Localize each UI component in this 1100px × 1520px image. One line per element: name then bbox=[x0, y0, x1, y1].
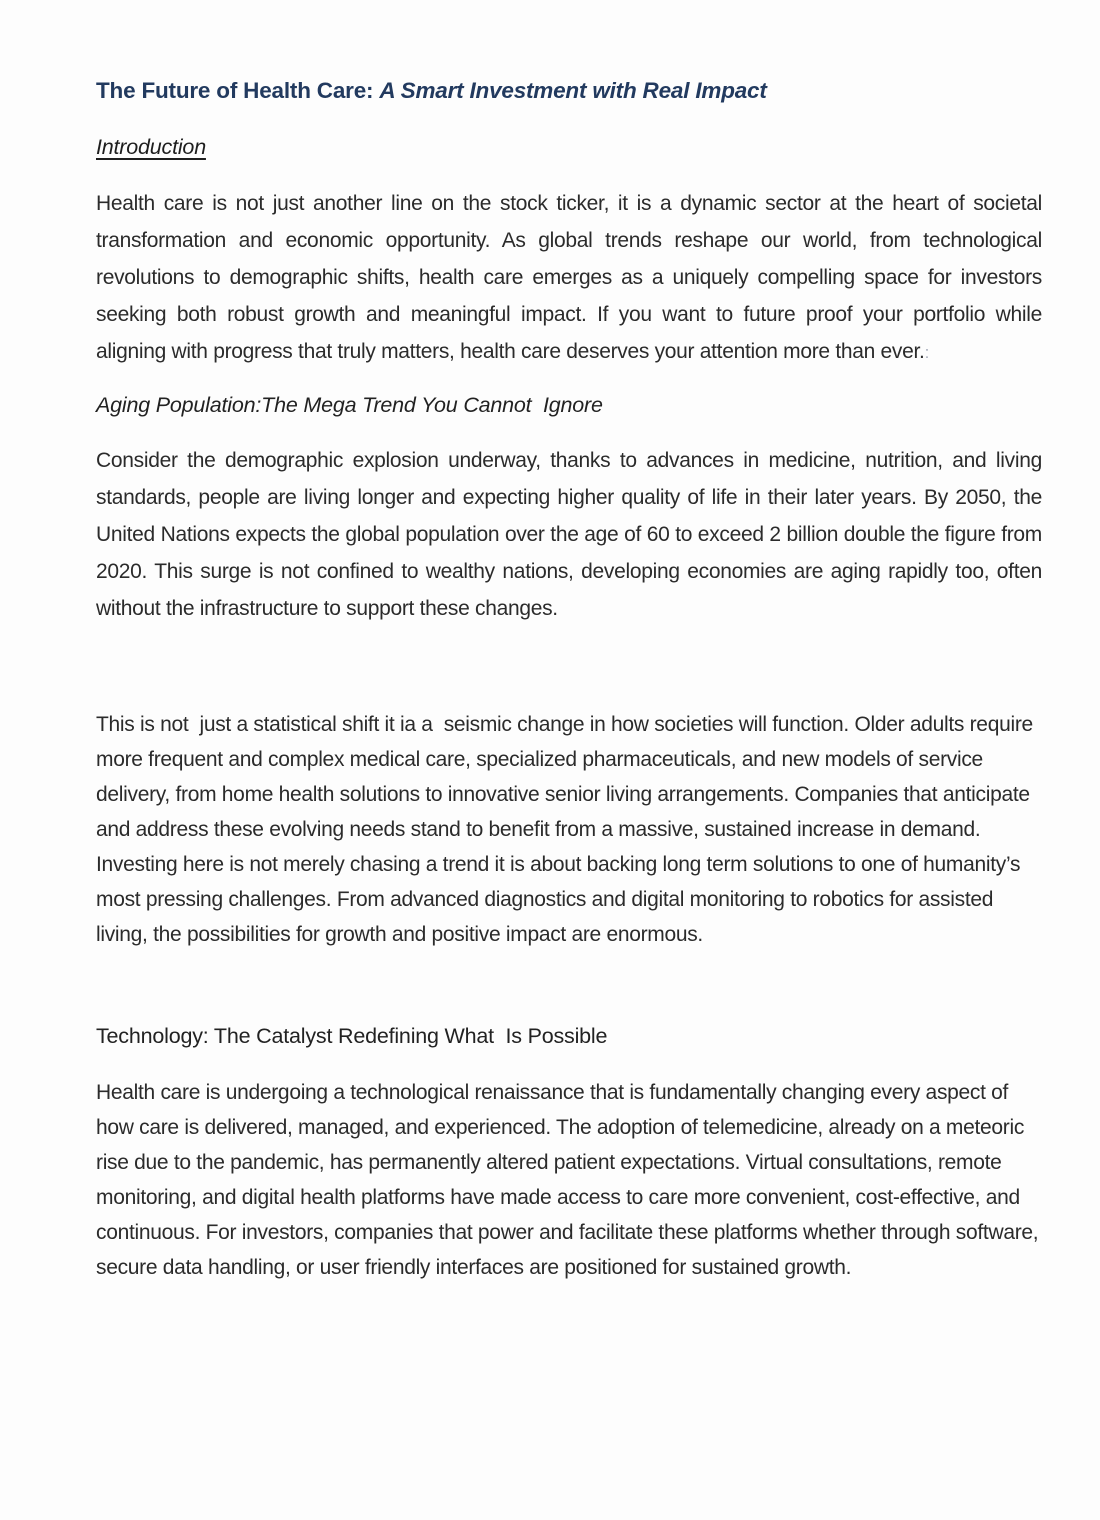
title-bold-segment: The Future of Health Care: bbox=[96, 78, 374, 103]
heading-aging-population: Aging Population:The Mega Trend You Cannot Ignore bbox=[96, 393, 603, 417]
document-title bbox=[96, 78, 1042, 104]
aging-paragraph-2: This is not just a statistical shift it ia a seismic change in how societies will function. Older adults require more frequent and complex medical care, specialized pharmaceuticals, and new models of service delivery, from home health solutions to innovative senior living arrangements. Companies that anticipate and address these evolving needs stand to benefit from a massive, sustained increase in demand. Investing here is not merely chasing a trend it is about backing long term solutions to one of humanity’s most pressing challenges. From advanced diagnostics and digital monitoring to robotics for assisted living, the possibilities for growth and positive impact are enormous. bbox=[96, 713, 1039, 946]
document-content bbox=[96, 78, 1048, 1285]
paragraph-trailing-mark: : bbox=[924, 343, 930, 362]
aging-paragraph-1: Consider the demographic explosion underway, thanks to advances in medicine, nutrition, and living standards, people are living longer and expecting higher quality of life in their later years. By 2050, the United Nations expects the global population over the age of 60 to exceed 2 billion double the figure from 2020. This surge is not confined to wealthy nations, developing economies are aging rapidly too, often without the infrastructure to support these changes. bbox=[96, 449, 1048, 620]
intro-paragraph bbox=[96, 185, 1048, 371]
heading-introduction: Introduction bbox=[96, 135, 206, 159]
technology-paragraph: Health care is undergoing a technological renaissance that is fundamentally changing every aspect of how care is delivered, managed, and experienced. The adoption of telemedicine, already on a meteoric rise due to the pandemic, has permanently altered patient expectations. Virtual consultations, remote monitoring, and digital health platforms have made access to care more convenient, cost-effective, and continuous. For investors, companies that power and facilitate these platforms whether through software, secure data handling, or user friendly interfaces are positioned for sustained growth. bbox=[96, 1081, 1044, 1279]
intro-paragraph-text: Health care is not just another line on the stock ticker, it is a dynamic sector at the heart of societal transformation and economic opportunity. As global trends reshape our world, from technological revolutions to demographic shifts, health care emerges as a uniquely compelling space for investors seeking both robust growth and meaningful impact. If you want to future proof your portfolio while aligning with progress that truly matters, health care deserves your attention more than ever. bbox=[96, 192, 1048, 363]
introduction-heading-row bbox=[96, 135, 1042, 185]
heading-technology: Technology: The Catalyst Redefining What Is Possible bbox=[96, 1024, 608, 1048]
title-italic-segment: A Smart Investment with Real Impact bbox=[379, 78, 767, 103]
